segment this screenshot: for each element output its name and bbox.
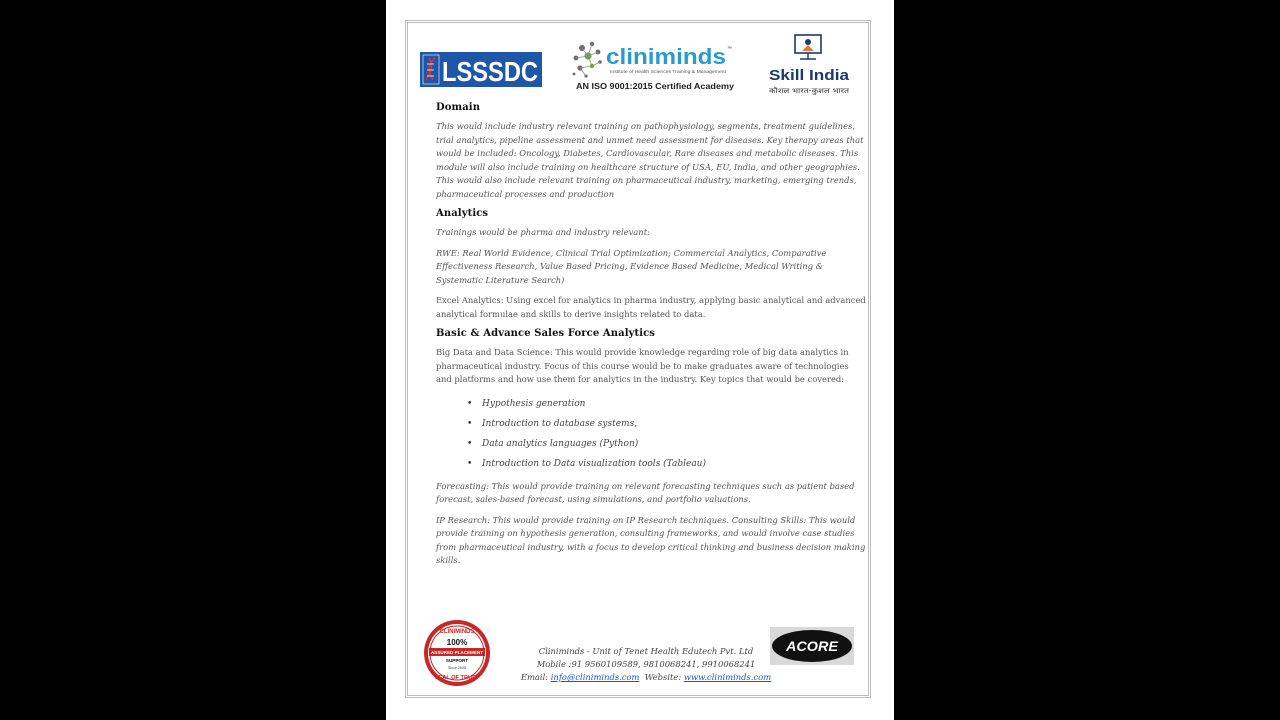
domain-heading: Domain bbox=[436, 102, 481, 113]
seal-percent: 100% bbox=[446, 638, 468, 647]
document-page bbox=[386, 0, 894, 720]
list-item: • Introduction to Data visualization tools (Tableau) bbox=[436, 454, 866, 474]
big-data-paragraph: Big Data and Data Science: This would provide knowledge regarding role of big data analytics in pharmaceutical industry. Focus of this course would be to make graduates aware of technologies and platforms and how use them for analytics in the industry. Key topics that would be covered: bbox=[436, 347, 849, 384]
document-body bbox=[436, 102, 866, 575]
email-link[interactable]: info@cliniminds.com bbox=[550, 672, 640, 682]
website-link[interactable]: www.cliniminds.com bbox=[683, 672, 772, 682]
footer-contact bbox=[496, 645, 796, 684]
iso-certification: AN ISO 9001:2015 Certified Academy bbox=[576, 81, 735, 91]
skill-india-tagline: कौशल भारत-कुशल भारत bbox=[769, 87, 835, 95]
list-item: • Hypothesis generation bbox=[436, 394, 866, 414]
acore-logo-text: ACORE bbox=[784, 638, 839, 654]
excel-analytics-paragraph: Excel Analytics: Using excel for analytics in pharma industry, applying basic analytical and advanced analytical formulae and skills to derive insights related to data. bbox=[436, 295, 866, 319]
seal-of-trust-badge bbox=[423, 619, 491, 687]
ip-research-paragraph: IP Research: This would provide training on IP Research techniques. Consulting Skills: This would provide training on hypothesis generation, consulting frameworks, and would involve case studies from pharmaceutical industry, with a focus to develop critical thinking and business decision making skills. bbox=[436, 514, 866, 565]
lsssdc-logo-text: LSSSDC bbox=[442, 56, 538, 87]
footer-company: Cliniminds - Unit of Tenet Health Edutech Pvt. Ltd bbox=[538, 646, 754, 656]
seal-since: Since 2008 bbox=[448, 666, 466, 670]
key-topics-list bbox=[436, 394, 866, 474]
cliniminds-trademark: ™ bbox=[727, 46, 732, 52]
seal-bottom-text: SEAL OF TRUST bbox=[434, 675, 480, 681]
cliniminds-logo-text: cliniminds bbox=[606, 44, 726, 69]
forecasting-paragraph: Forecasting: This would provide training on relevant forecasting techniques such as patient based forecast, sales-based forecast, using simulations, and portfolio valuations. bbox=[436, 480, 855, 504]
lsssdc-logo bbox=[420, 52, 542, 87]
seal-top-text: CLINIMINDS bbox=[439, 629, 475, 635]
analytics-intro: Trainings would be pharma and industry relevant: bbox=[436, 227, 650, 237]
cliniminds-logo bbox=[570, 38, 736, 92]
acore-logo bbox=[770, 627, 854, 665]
footer-email-website bbox=[496, 671, 796, 684]
skill-india-text: Skill India bbox=[769, 67, 850, 84]
email-label: Email: bbox=[520, 672, 549, 682]
domain-paragraph: This would include industry relevant training on pathophysiology, segments, treatment guidelines, trial analytics, pipeline assessment and unmet need assessment for diseases. Key therapy areas that would be included: Oncology, Diabetes, Cardiovascular, Rare diseases and metabolic diseases. This module will also include training on healthcare structure of USA, EU, India, and other geographies. This would also include relevant training on pharmaceutical industry, marketing, emerging trends, pharmaceutical processes and production bbox=[436, 121, 864, 199]
footer-mobile: Mobile :91 9560109589, 9810068241, 9910068241 bbox=[536, 659, 756, 669]
list-item: • Introduction to database systems, bbox=[436, 414, 866, 434]
sales-force-heading: Basic & Advance Sales Force Analytics bbox=[436, 328, 656, 339]
list-item: • Data analytics languages (Python) bbox=[436, 434, 866, 454]
cliniminds-subtitle: Institute of Health Sciences Training & Management bbox=[610, 69, 727, 74]
website-label: Website: bbox=[644, 672, 682, 682]
seal-line-2: SUPPORT bbox=[445, 658, 469, 663]
seal-line-1: ASSURED PLACEMENT bbox=[431, 650, 484, 655]
rwe-paragraph: RWE: Real World Evidence, Clinical Trial Optimization; Commercial Analytics, Comparative Effectiveness Research, Value Based Pricing, Evidence Based Medicine, Medical Writing & Systematic Literature Search) bbox=[436, 247, 827, 285]
skill-india-logo bbox=[766, 33, 852, 99]
analytics-heading: Analytics bbox=[436, 208, 489, 219]
